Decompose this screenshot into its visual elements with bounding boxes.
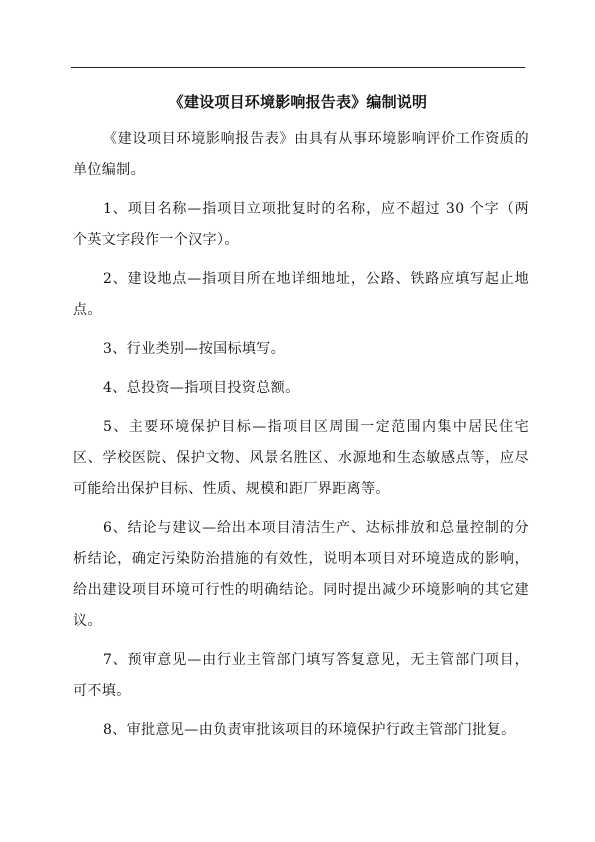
header-rule <box>71 67 525 68</box>
paragraph-location: 2、建设地点—指项目所在地详细地址，公路、铁路应填写起止地点。 <box>73 271 529 318</box>
paragraph-project-name: 1、项目名称—指项目立项批复时的名称，应不超过 30 个字（两个英文字段作一个汉字）。 <box>73 201 529 248</box>
paragraph-conclusion: 6、结论与建议—给出本项目清洁生产、达标排放和总量控制的分析结论，确定污染防治措施的有效性，说明本项目对环境造成的影响，给出建设项目环境可行性的明确结论。同时提出减少环境影响的其它建议。 <box>73 520 529 629</box>
paragraph-approval: 8、审批意见—由负责审批该项目的环境保护行政主管部门批复。 <box>103 722 516 738</box>
paragraph-pre-review: 7、预审意见—由行业主管部门填写答复意见，无主管部门项目，可不填。 <box>73 652 529 699</box>
paragraph-intro: 《建设项目环境影响报告表》由具有从事环境影响评价工作资质的单位编制。 <box>73 131 529 178</box>
paragraph-investment: 4、总投资—指项目投资总额。 <box>103 380 300 396</box>
document-body <box>73 124 529 754</box>
document-title: 《建设项目环境影响报告表》编制说明 <box>168 93 428 111</box>
paragraph-industry: 3、行业类别—按国标填写。 <box>103 341 286 357</box>
paragraph-protection-targets: 5、主要环境保护目标—指项目区周围一定范围内集中居民住宅区、学校医院、保护文物、风景名胜区、水源地和生态敏感点等，应尽可能给出保护目标、性质、规模和距厂界距离等。 <box>73 419 529 497</box>
